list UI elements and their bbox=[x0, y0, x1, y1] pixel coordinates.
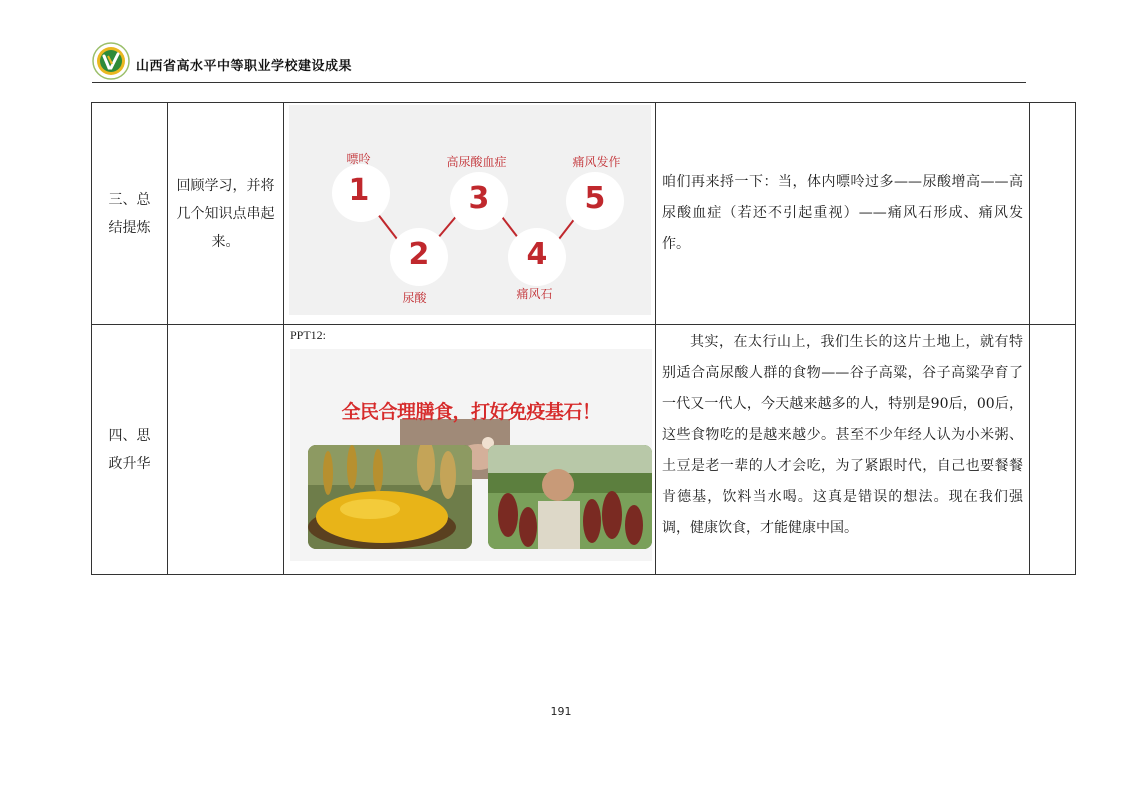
node-4-label: 痛风石 bbox=[516, 287, 553, 301]
remark-cell bbox=[1030, 103, 1076, 325]
narration-cell bbox=[656, 325, 1030, 575]
node-3-label: 高尿酸血症 bbox=[446, 155, 507, 169]
diet-slide bbox=[290, 349, 652, 561]
node-1-number: 1 bbox=[348, 173, 370, 208]
goal-cell bbox=[168, 103, 284, 325]
slide-cell bbox=[284, 325, 656, 575]
step-label: 四、思政升华 bbox=[108, 427, 151, 472]
node-5-label: 痛风发作 bbox=[572, 155, 621, 169]
knowledge-chain-slide bbox=[289, 105, 651, 315]
header-title: 山西省高水平中等职业学校建设成果 bbox=[136, 59, 353, 74]
step-label: 三、总结提炼 bbox=[108, 191, 151, 236]
goal-cell bbox=[168, 325, 284, 575]
node-4-number: 4 bbox=[526, 237, 548, 272]
remark-cell bbox=[1030, 325, 1076, 575]
millet-photo bbox=[308, 445, 472, 549]
step-cell bbox=[92, 325, 168, 575]
school-logo-icon bbox=[92, 42, 130, 80]
farmer-sorghum-photo bbox=[488, 445, 652, 549]
node-1-label: 嘌呤 bbox=[346, 152, 371, 166]
slogan-text: 全民合理膳食，打好免疫基石！ bbox=[341, 401, 601, 423]
goal-text: 回顾学习，并将几个知识点串起来。 bbox=[176, 177, 275, 250]
header-divider bbox=[92, 82, 1026, 83]
page-number: 191 bbox=[550, 705, 572, 718]
step-cell bbox=[92, 103, 168, 325]
slide-cell bbox=[284, 103, 656, 325]
node-3-number: 3 bbox=[468, 181, 490, 216]
slide-caption: PPT12: bbox=[290, 328, 327, 342]
node-2-label: 尿酸 bbox=[402, 291, 427, 305]
lesson-table bbox=[91, 102, 1076, 575]
table-row-summary bbox=[92, 103, 1076, 325]
narration-text: 其实，在太行山上，我们生长的这片土地上，就有特别适合高尿酸人群的食物——谷子高粱，谷子高粱孕育了一代又一代人，今天越来越多的人，特别是90后，00后，这些食物吃的是越来越少。甚至不少年经人认为小米粥、土豆是老一辈的人才会吃，为了紧跟时代，自己也要餐餐肯德基，饮料当水喝。这真是错误的想法。现在我们强调，健康饮食，才能健康中国。 bbox=[662, 334, 1023, 536]
narration-text: 咱们再来捋一下：当，体内嘌呤过多——尿酸增高——高尿酸血症（若还不引起重视）——痛风石形成、痛风发作。 bbox=[662, 174, 1023, 252]
page-header bbox=[92, 42, 1026, 82]
node-5-number: 5 bbox=[584, 181, 606, 216]
narration-cell bbox=[656, 103, 1030, 325]
node-2-number: 2 bbox=[408, 237, 430, 272]
table-row-ideology bbox=[92, 325, 1076, 575]
